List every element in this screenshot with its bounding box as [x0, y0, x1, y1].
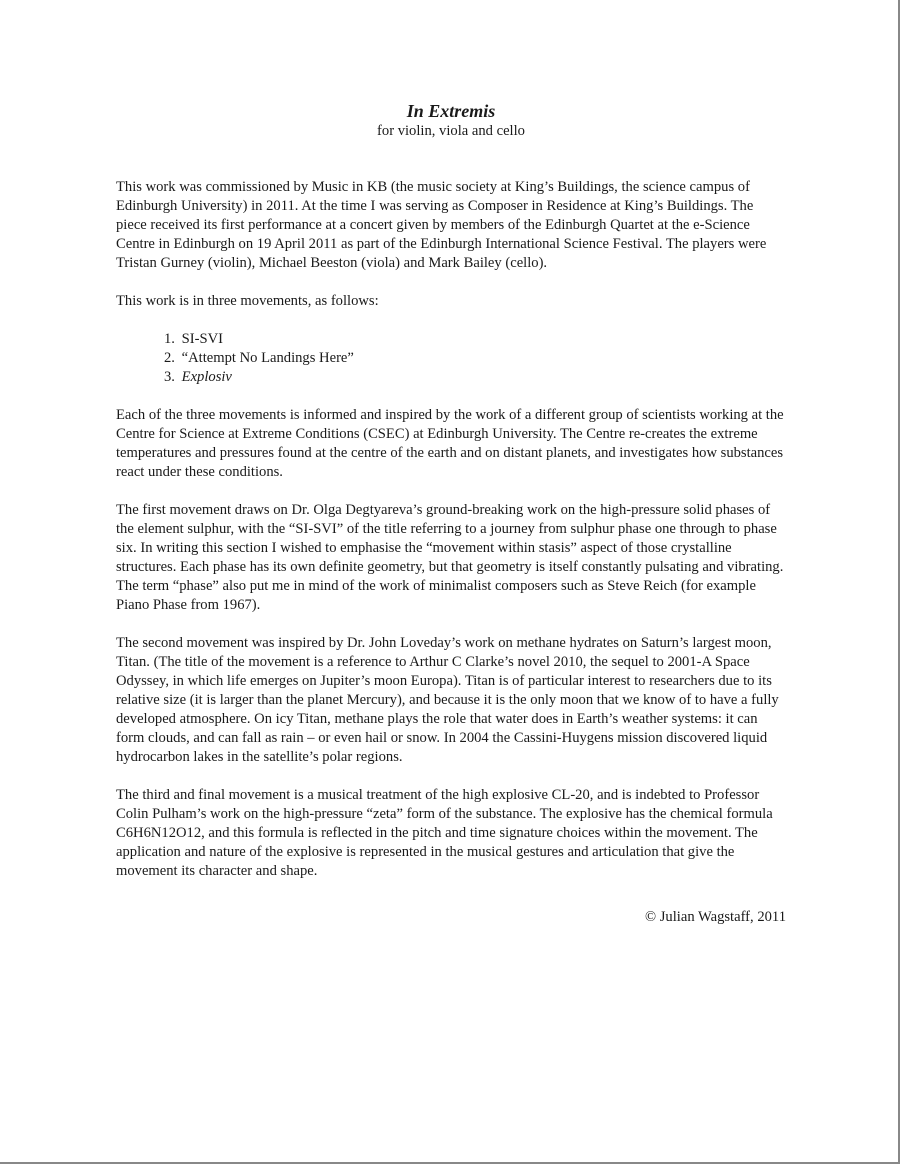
movement-title: “Attempt No Landings Here”	[181, 350, 354, 366]
movement-title: Explosiv	[181, 369, 232, 385]
list-number: 2.	[164, 350, 175, 366]
copyright-notice: © Julian Wagstaff, 2011	[645, 909, 786, 925]
list-number: 1.	[164, 331, 175, 347]
intro-paragraph: This work was commissioned by Music in KB (the music society at King’s Buildings, the science campus of Edinburgh University) in 2011. At the time I was serving as Composer in Residence at King’s Buildings. The piece received its first performance at a concert given by members of the Edinburgh Quartet at the e-Science Centre in Edinburgh on 19 April 2011 as part of the Edinburgh International Science Festival. The players were Tristan Gurney (violin), Michael Beeston (viola) and Mark Bailey (cello).	[116, 179, 767, 271]
page-title: In Extremis	[406, 101, 496, 121]
list-item	[164, 349, 786, 368]
body-paragraph: Each of the three movements is informed and inspired by the work of a different group of scientists working at the Centre for Science at Extreme Conditions (CSEC) at Edinburgh University. The Centre re-creates the extreme temperatures and pressures found at the centre of the earth and on distant planets, and investigates how substances react under these conditions.	[116, 407, 784, 480]
movement-list	[116, 330, 786, 387]
document-page	[116, 100, 786, 927]
body-paragraph: The first movement draws on Dr. Olga Degtyareva’s ground-breaking work on the high-pressure solid phases of the element sulphur, with the “SI-SVI” of the title referring to a journey from sulphur phase one through to phase six. In writing this section I wished to emphasise the “movement within stasis” aspect of those crystalline structures. Each phase has its own definite geometry, but that geometry is itself constantly pulsating and vibrating. The term “phase” also put me in mind of the work of minimalist composers such as Steve Reich (for example Piano Phase from 1967).	[116, 502, 784, 613]
list-number: 3.	[164, 369, 175, 385]
list-item	[164, 330, 786, 349]
movements-intro: This work is in three movements, as follows:	[116, 293, 379, 309]
list-item	[164, 368, 786, 387]
page-subtitle: for violin, viola and cello	[377, 123, 525, 139]
body-paragraph: The third and final movement is a musical treatment of the high explosive CL-20, and is indebted to Professor Colin Pulham’s work on the high-pressure “zeta” form of the substance. The explosive has the chemical formula C6H6N12O12, and this formula is reflected in the pitch and time signature choices within the movement. The application and nature of the explosive is represented in the musical gestures and articulation that give the movement its character and shape.	[116, 787, 773, 879]
body-paragraph: The second movement was inspired by Dr. John Loveday’s work on methane hydrates on Saturn’s largest moon, Titan. (The title of the movement is a reference to Arthur C Clarke’s novel 2010, the sequel to 2001-A Space Odyssey, in which life emerges on Jupiter’s moon Europa). Titan is of particular interest to researchers due to its relative size (it is larger than the planet Mercury), and because it is the only moon that we know of to have a fully developed atmosphere. On icy Titan, methane plays the role that water does in Earth’s weather systems: it can form clouds, and can fall as rain – or even hail or snow. In 2004 the Cassini-Huygens mission discovered liquid hydrocarbon lakes in the satellite’s polar regions.	[116, 635, 779, 765]
movement-title: SI-SVI	[181, 331, 224, 347]
